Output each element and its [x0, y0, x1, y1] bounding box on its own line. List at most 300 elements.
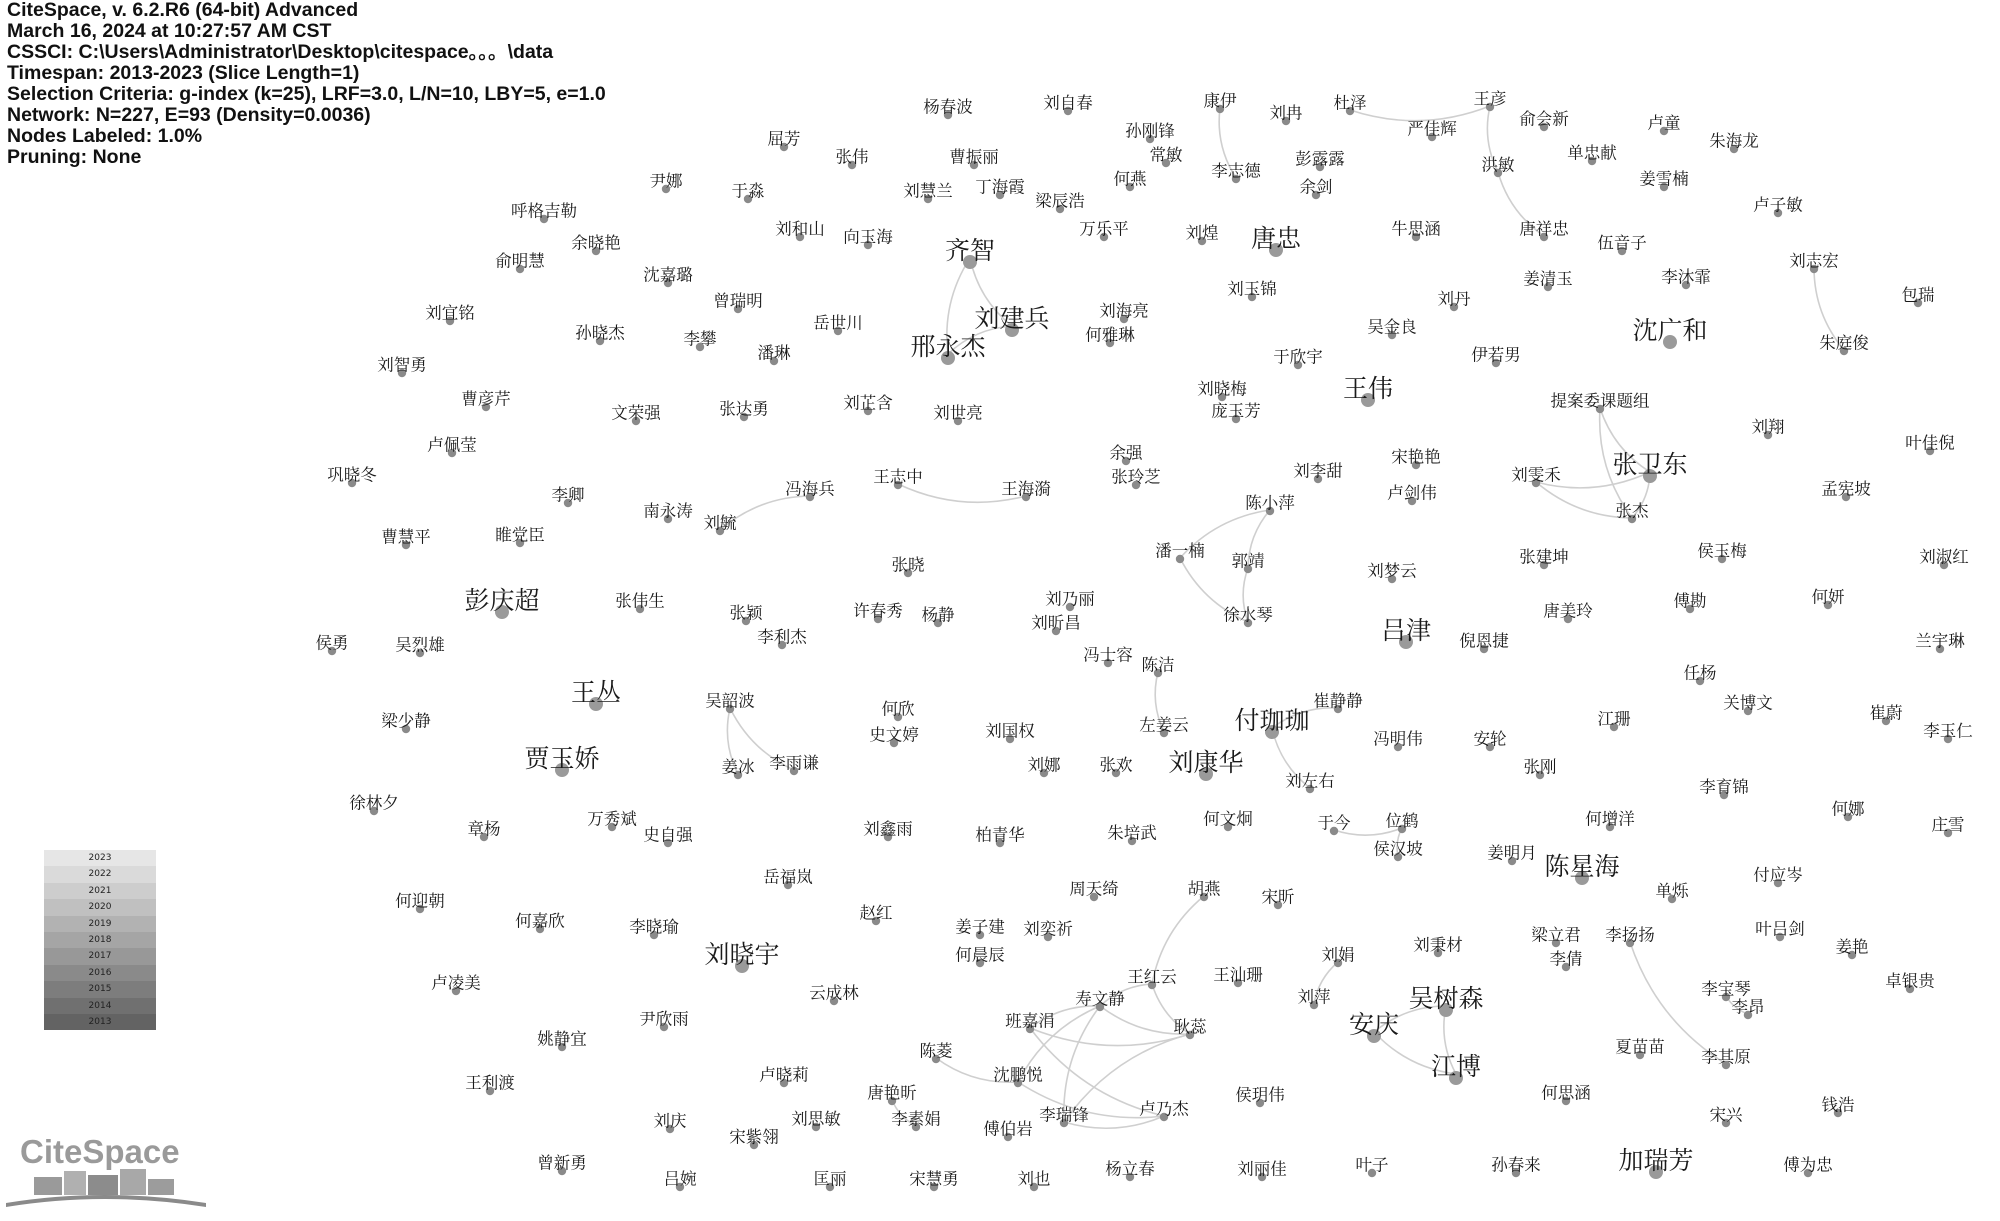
- author-node[interactable]: [1821, 480, 1871, 502]
- author-node[interactable]: [349, 794, 399, 816]
- author-node[interactable]: [1632, 316, 1707, 349]
- node-label: 侯玉梅: [1697, 541, 1747, 561]
- node-label: 李沐霏: [1661, 267, 1711, 287]
- author-node[interactable]: [1211, 162, 1261, 184]
- node-label: 姜子建: [955, 917, 1005, 937]
- author-node[interactable]: [1812, 588, 1846, 610]
- author-node[interactable]: [705, 692, 755, 714]
- author-node[interactable]: [524, 744, 599, 777]
- author-node[interactable]: [775, 220, 825, 242]
- author-node[interactable]: [1905, 434, 1955, 456]
- author-node[interactable]: [1639, 170, 1689, 192]
- author-node[interactable]: [813, 314, 863, 336]
- node-label: 康伊: [1203, 91, 1237, 111]
- author-node[interactable]: [643, 266, 693, 288]
- author-node[interactable]: [650, 172, 684, 194]
- author-node[interactable]: [1885, 972, 1936, 994]
- author-node[interactable]: [515, 912, 565, 934]
- author-node[interactable]: [327, 466, 377, 488]
- author-node[interactable]: [1001, 480, 1051, 502]
- author-node[interactable]: [1031, 614, 1081, 636]
- author-node[interactable]: [1732, 998, 1765, 1020]
- node-label: 叶佳倪: [1905, 433, 1955, 453]
- author-node[interactable]: [903, 182, 953, 204]
- author-node[interactable]: [1139, 1100, 1189, 1122]
- author-node[interactable]: [1524, 758, 1557, 780]
- year-legend: [44, 850, 156, 1030]
- node-label: 付应岑: [1753, 865, 1803, 885]
- node-label: 宋昕: [1261, 887, 1295, 907]
- author-node[interactable]: [1245, 493, 1295, 516]
- author-node[interactable]: [1223, 606, 1273, 628]
- author-node[interactable]: [465, 1074, 515, 1096]
- author-node[interactable]: [552, 486, 585, 508]
- author-node[interactable]: [933, 404, 983, 426]
- author-node[interactable]: [1511, 466, 1561, 488]
- author-node[interactable]: [1697, 542, 1747, 564]
- author-node[interactable]: [863, 820, 913, 842]
- author-node[interactable]: [910, 332, 986, 365]
- node-label: 梁立君: [1531, 925, 1581, 945]
- author-node[interactable]: [1753, 196, 1803, 218]
- author-node[interactable]: [791, 1110, 841, 1132]
- author-node[interactable]: [1043, 94, 1093, 116]
- node-label: 提案委课题组: [1550, 391, 1650, 411]
- node-label: 王利渡: [465, 1073, 515, 1093]
- author-node[interactable]: [571, 234, 621, 256]
- author-node[interactable]: [1648, 114, 1681, 136]
- author-node[interactable]: [495, 252, 545, 274]
- author-node[interactable]: [722, 758, 756, 780]
- author-node[interactable]: [1431, 1052, 1481, 1085]
- author-node[interactable]: [1870, 704, 1904, 726]
- author-node[interactable]: [1005, 1012, 1055, 1034]
- author-node[interactable]: [732, 182, 765, 204]
- author-node[interactable]: [615, 592, 665, 614]
- author-node[interactable]: [461, 390, 511, 412]
- author-node[interactable]: [395, 892, 445, 914]
- author-node[interactable]: [1023, 920, 1073, 942]
- author-node[interactable]: [1381, 616, 1431, 649]
- node-label: 安轮: [1473, 729, 1507, 749]
- author-node[interactable]: [1211, 402, 1261, 424]
- author-node[interactable]: [869, 726, 919, 748]
- node-label: 冯明伟: [1373, 729, 1423, 749]
- author-node[interactable]: [1367, 318, 1417, 340]
- node-label: 单忠献: [1567, 143, 1617, 163]
- author-node[interactable]: [1618, 1146, 1693, 1179]
- author-node[interactable]: [511, 202, 577, 224]
- author-node[interactable]: [643, 502, 693, 524]
- node-label: 尹娜: [649, 171, 683, 191]
- author-node[interactable]: [949, 148, 999, 170]
- author-node[interactable]: [922, 606, 956, 628]
- node-label: 刘国权: [985, 721, 1035, 741]
- author-node[interactable]: [1349, 1010, 1399, 1043]
- author-node[interactable]: [1079, 220, 1129, 242]
- author-node[interactable]: [1391, 448, 1441, 470]
- author-node[interactable]: [1343, 374, 1393, 407]
- author-node[interactable]: [1915, 632, 1965, 654]
- author-node[interactable]: [1413, 936, 1463, 958]
- author-node[interactable]: [1188, 880, 1222, 902]
- author-node[interactable]: [1273, 348, 1323, 370]
- node-label: 杨春波: [923, 97, 973, 117]
- author-node[interactable]: [1789, 252, 1839, 274]
- author-node[interactable]: [664, 1170, 698, 1192]
- node-label: 李玉仁: [1923, 721, 1973, 741]
- author-node[interactable]: [1474, 730, 1507, 752]
- author-node[interactable]: [1408, 984, 1483, 1017]
- author-node[interactable]: [892, 556, 925, 578]
- author-node[interactable]: [1235, 1086, 1285, 1108]
- node-label: 刘秉材: [1413, 935, 1463, 955]
- author-node[interactable]: [1585, 810, 1635, 832]
- node-label: 俞会新: [1519, 109, 1569, 129]
- author-node[interactable]: [464, 586, 539, 619]
- author-node[interactable]: [1111, 468, 1161, 490]
- author-node[interactable]: [1474, 90, 1507, 112]
- node-label: 寿文静: [1075, 989, 1125, 1009]
- author-node[interactable]: [1085, 326, 1135, 348]
- author-node[interactable]: [1204, 92, 1238, 114]
- node-label: 岳世川: [813, 313, 863, 333]
- node-label: 傅为忠: [1783, 1155, 1833, 1175]
- node-label: 刘康华: [1168, 748, 1244, 777]
- author-node[interactable]: [1285, 772, 1335, 794]
- node-label: 张颖: [729, 603, 763, 623]
- author-node[interactable]: [1819, 334, 1869, 356]
- author-node[interactable]: [1300, 178, 1333, 200]
- author-node[interactable]: [1709, 132, 1759, 154]
- author-node[interactable]: [891, 1110, 941, 1132]
- author-node[interactable]: [1932, 816, 1965, 838]
- author-node[interactable]: [1107, 824, 1157, 846]
- author-node[interactable]: [1035, 191, 1085, 214]
- author-node[interactable]: [785, 480, 835, 502]
- author-node[interactable]: [945, 236, 995, 269]
- author-node[interactable]: [1543, 602, 1593, 624]
- author-node[interactable]: [1367, 562, 1417, 584]
- author-node[interactable]: [1127, 968, 1177, 990]
- node-label: 刘冉: [1269, 103, 1303, 123]
- author-node[interactable]: [873, 468, 923, 490]
- node-label: 任杨: [1683, 663, 1717, 683]
- author-node[interactable]: [1519, 548, 1569, 570]
- author-node[interactable]: [1237, 1160, 1287, 1182]
- author-node[interactable]: [975, 178, 1025, 200]
- node-label: 张伟生: [615, 591, 665, 611]
- node-label: 王伟: [1342, 374, 1394, 403]
- author-node[interactable]: [1684, 664, 1717, 686]
- node-label: 于淼: [731, 181, 765, 201]
- node-label: 卢佩莹: [427, 435, 477, 455]
- author-node[interactable]: [1069, 880, 1119, 902]
- author-node[interactable]: [1039, 1105, 1089, 1128]
- author-node[interactable]: [729, 1128, 779, 1150]
- node-label: 刘娟: [1321, 945, 1355, 965]
- author-node[interactable]: [713, 291, 763, 314]
- author-node[interactable]: [1142, 656, 1175, 678]
- node-label: 宋兴: [1709, 1105, 1743, 1125]
- node-label: 余晓艳: [571, 233, 621, 253]
- author-node[interactable]: [654, 1112, 687, 1134]
- node-label: 于欣宇: [1273, 347, 1323, 367]
- author-node[interactable]: [1105, 1160, 1155, 1182]
- node-label: 史文婷: [869, 725, 919, 745]
- author-node[interactable]: [643, 826, 693, 848]
- author-node[interactable]: [1919, 548, 1969, 570]
- author-node[interactable]: [1923, 722, 1973, 744]
- author-node[interactable]: [1755, 920, 1805, 942]
- author-node[interactable]: [1295, 150, 1345, 172]
- author-node[interactable]: [1551, 392, 1651, 414]
- node-label: 尹欣雨: [639, 1009, 689, 1029]
- author-node[interactable]: [882, 700, 916, 722]
- node-label: 何思涵: [1541, 1083, 1591, 1103]
- author-node[interactable]: [1168, 748, 1243, 781]
- author-node[interactable]: [1487, 844, 1537, 866]
- author-node[interactable]: [1612, 450, 1687, 483]
- author-node[interactable]: [843, 228, 893, 250]
- author-node[interactable]: [1270, 104, 1303, 126]
- author-node[interactable]: [571, 678, 621, 711]
- author-node[interactable]: [757, 628, 807, 650]
- author-node[interactable]: [1531, 925, 1581, 948]
- author-node[interactable]: [1186, 224, 1220, 246]
- node-label: 姜清玉: [1523, 269, 1573, 289]
- author-node[interactable]: [1125, 122, 1175, 144]
- author-node[interactable]: [909, 1170, 959, 1192]
- author-node[interactable]: [381, 711, 431, 734]
- author-node[interactable]: [1155, 542, 1205, 564]
- author-node[interactable]: [1541, 1084, 1591, 1106]
- author-node[interactable]: [377, 356, 427, 378]
- author-node[interactable]: [1459, 632, 1509, 654]
- legend-year: 2020: [44, 899, 156, 915]
- author-node[interactable]: [1701, 1048, 1751, 1070]
- author-node[interactable]: [769, 754, 819, 776]
- node-label: 孙刚锋: [1125, 121, 1175, 141]
- author-node[interactable]: [1387, 484, 1437, 506]
- node-label: 江珊: [1597, 709, 1631, 729]
- author-node[interactable]: [1753, 866, 1803, 888]
- author-node[interactable]: [495, 526, 545, 548]
- author-node[interactable]: [983, 1120, 1033, 1142]
- node-label: 刘晓宇: [704, 940, 780, 969]
- author-node[interactable]: [537, 1030, 587, 1052]
- node-label: 付珈珈: [1234, 706, 1310, 735]
- author-node[interactable]: [587, 810, 637, 832]
- author-node[interactable]: [1491, 1156, 1541, 1178]
- author-node[interactable]: [1150, 146, 1184, 168]
- author-node[interactable]: [1567, 144, 1617, 166]
- author-node[interactable]: [814, 1170, 847, 1192]
- author-node[interactable]: [1407, 120, 1457, 142]
- author-node[interactable]: [537, 1154, 587, 1176]
- author-node[interactable]: [985, 722, 1035, 744]
- author-node[interactable]: [1597, 234, 1647, 256]
- author-node[interactable]: [955, 946, 1005, 968]
- author-node[interactable]: [923, 98, 973, 120]
- node-label: 卢凌美: [431, 973, 481, 993]
- node-label: 万秀斌: [587, 809, 637, 829]
- node-label: 李素娟: [891, 1109, 941, 1129]
- author-node[interactable]: [1373, 840, 1423, 862]
- header-line: Network: N=227, E=93 (Density=0.0036): [7, 104, 371, 126]
- node-label: 刘志宏: [1789, 251, 1839, 271]
- author-node[interactable]: [1723, 694, 1773, 716]
- author-node[interactable]: [1322, 946, 1355, 968]
- author-node[interactable]: [1519, 220, 1569, 242]
- author-node[interactable]: [1075, 990, 1125, 1012]
- author-node[interactable]: [611, 404, 661, 426]
- author-node[interactable]: [1356, 1156, 1389, 1178]
- node-label: 何迎朝: [395, 891, 445, 911]
- author-node[interactable]: [1251, 224, 1302, 257]
- node-label: 唐忠: [1250, 224, 1302, 253]
- author-node[interactable]: [1386, 812, 1420, 834]
- node-label: 王汕珊: [1213, 965, 1263, 985]
- author-node[interactable]: [1139, 716, 1189, 738]
- author-node[interactable]: [1836, 938, 1869, 960]
- author-node[interactable]: [853, 602, 903, 624]
- author-node[interactable]: [1234, 706, 1309, 739]
- author-node[interactable]: [1373, 730, 1423, 752]
- author-node[interactable]: [427, 436, 477, 458]
- author-node[interactable]: [719, 400, 769, 422]
- author-node[interactable]: [1656, 882, 1690, 904]
- author-node[interactable]: [1099, 302, 1149, 324]
- author-node[interactable]: [1661, 268, 1711, 290]
- node-label: 庄雪: [1931, 815, 1965, 835]
- author-node[interactable]: [684, 330, 718, 352]
- author-node[interactable]: [395, 636, 445, 658]
- author-node[interactable]: [1045, 590, 1095, 612]
- author-node[interactable]: [1699, 778, 1749, 800]
- node-label: 南永涛: [643, 501, 693, 521]
- author-node[interactable]: [1203, 810, 1253, 832]
- node-label: 常敏: [1149, 145, 1183, 165]
- author-node[interactable]: [920, 1042, 954, 1064]
- author-node[interactable]: [1197, 380, 1247, 402]
- author-node[interactable]: [867, 1084, 917, 1106]
- author-node[interactable]: [1018, 1170, 1051, 1192]
- author-node[interactable]: [1028, 756, 1062, 778]
- author-node[interactable]: [843, 394, 893, 416]
- node-label: 姚静宜: [537, 1029, 587, 1049]
- author-node[interactable]: [381, 528, 431, 550]
- author-node[interactable]: [860, 904, 893, 926]
- author-node[interactable]: [1674, 592, 1707, 614]
- author-node[interactable]: [1110, 444, 1144, 466]
- node-label: 刘自春: [1043, 93, 1093, 113]
- author-node[interactable]: [1615, 1038, 1665, 1060]
- author-node[interactable]: [768, 130, 801, 152]
- author-node[interactable]: [1100, 756, 1134, 778]
- author-node[interactable]: [704, 940, 779, 973]
- author-node[interactable]: [1232, 552, 1265, 574]
- author-node[interactable]: [575, 324, 625, 346]
- node-label: 吕津: [1380, 616, 1432, 645]
- author-node[interactable]: [759, 1066, 809, 1088]
- node-label: 刘和山: [775, 219, 825, 239]
- node-label: 洪敏: [1481, 155, 1515, 175]
- node-label: 侯玥伟: [1235, 1085, 1285, 1105]
- author-node[interactable]: [1391, 220, 1441, 242]
- author-node[interactable]: [1822, 1096, 1855, 1118]
- author-node[interactable]: [1318, 814, 1352, 836]
- author-node[interactable]: [975, 826, 1025, 848]
- header-line: Selection Criteria: g-index (k=25), LRF=3.0, L/N=10, LBY=5, e=1.0: [7, 83, 606, 105]
- author-node[interactable]: [974, 304, 1049, 337]
- author-node[interactable]: [1438, 290, 1472, 312]
- author-node[interactable]: [468, 819, 501, 842]
- author-node[interactable]: [1616, 502, 1650, 524]
- author-node[interactable]: [1519, 110, 1569, 132]
- author-node[interactable]: [1832, 800, 1866, 822]
- author-node[interactable]: [629, 918, 679, 940]
- author-node[interactable]: [955, 918, 1005, 940]
- author-node[interactable]: [1313, 692, 1363, 714]
- node-label: 邢永杰: [910, 332, 986, 361]
- author-node[interactable]: [1482, 156, 1516, 178]
- header-line: Pruning: None: [7, 146, 142, 168]
- author-node[interactable]: [704, 514, 738, 536]
- author-node[interactable]: [1298, 987, 1332, 1010]
- author-node[interactable]: [431, 974, 481, 996]
- author-node[interactable]: [809, 984, 859, 1006]
- author-node[interactable]: [1902, 285, 1935, 308]
- author-node[interactable]: [993, 1066, 1043, 1088]
- author-node[interactable]: [1598, 710, 1632, 732]
- node-label: 曹彦芹: [461, 389, 511, 409]
- author-node[interactable]: [1523, 270, 1573, 292]
- author-node[interactable]: [763, 868, 813, 890]
- author-node[interactable]: [1783, 1156, 1833, 1178]
- node-label: 刘世亮: [933, 403, 983, 423]
- author-node[interactable]: [730, 604, 764, 626]
- node-label: 柏青华: [975, 825, 1025, 845]
- node-label: 章杨: [467, 819, 501, 839]
- author-node[interactable]: [1213, 966, 1263, 988]
- author-node[interactable]: [1752, 418, 1785, 440]
- author-node[interactable]: [1227, 280, 1277, 302]
- author-node[interactable]: [1293, 462, 1343, 484]
- author-node[interactable]: [1605, 926, 1655, 948]
- node-label: 卢乃杰: [1139, 1099, 1189, 1119]
- author-node[interactable]: [1334, 94, 1367, 116]
- node-label: 陈菱: [919, 1041, 953, 1061]
- author-node[interactable]: [758, 344, 792, 366]
- author-node[interactable]: [1114, 170, 1148, 192]
- author-node[interactable]: [1544, 852, 1619, 885]
- author-node[interactable]: [316, 634, 349, 656]
- node-label: 余剑: [1299, 177, 1333, 197]
- author-node[interactable]: [1262, 888, 1295, 910]
- author-node[interactable]: [639, 1010, 689, 1032]
- author-node[interactable]: [836, 148, 869, 170]
- author-node[interactable]: [1083, 646, 1133, 668]
- author-node[interactable]: [1471, 346, 1521, 368]
- node-label: 刘丽佳: [1237, 1159, 1287, 1179]
- author-node[interactable]: [425, 304, 475, 326]
- author-node[interactable]: [1550, 950, 1583, 972]
- node-label: 何增洋: [1585, 809, 1635, 829]
- author-node[interactable]: [1174, 1018, 1208, 1040]
- node-label: 徐林夕: [349, 793, 399, 813]
- author-node[interactable]: [1710, 1106, 1744, 1128]
